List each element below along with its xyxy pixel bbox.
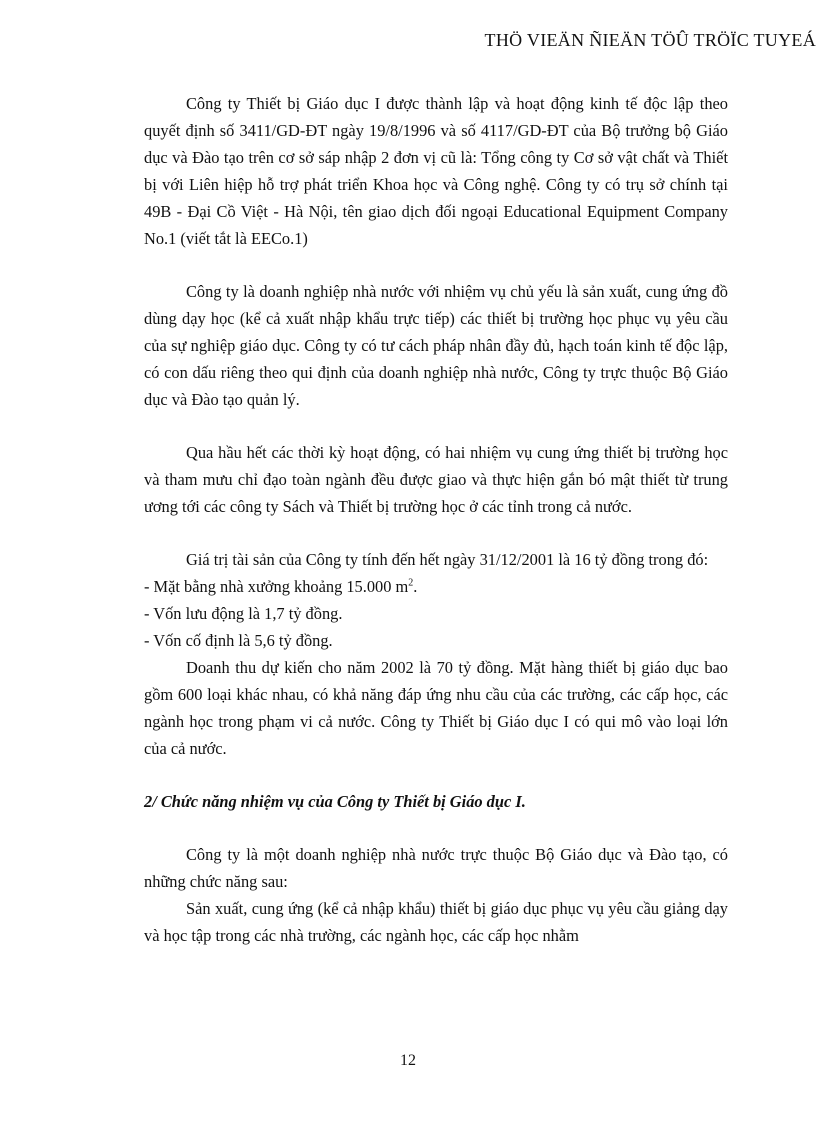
- paragraph-gap: [144, 762, 728, 788]
- section-heading: 2/ Chức năng nhiệm vụ của Công ty Thiết bị Giáo dục I.: [144, 792, 526, 811]
- paragraph-company-functions: Công ty là một doanh nghiệp nhà nước trực thuộc Bộ Giáo dục và Đào tạo, có những chức năng sau:: [144, 845, 728, 891]
- superscript-squared: 2: [408, 577, 414, 589]
- paragraph-production-supply: Sản xuất, cung ứng (kể cả nhập khẩu) thiết bị giáo dục phục vụ yêu cầu giảng dạy và học tập trong các nhà trường, các ngành học, các cấp học nhằm: [144, 899, 728, 945]
- paragraph-gap: [144, 252, 728, 278]
- paragraph-gap: [144, 520, 728, 546]
- paragraph-company-mission: Công ty là doanh nghiệp nhà nước với nhiệm vụ chủ yếu là sản xuất, cung ứng đồ dùng dạy học (kể cả xuất nhập khẩu trực tiếp) các thiết bị trường học phục vụ yêu cầu của sự nghiệp giáo dục. Công ty có tư cách pháp nhân đầy đủ, hạch toán kinh tế độc lập, có con dấu riêng theo qui định của doanh nghiệp nhà nước, Công ty trực thuộc Bộ Giáo dục và Đào tạo quản lý.: [144, 282, 728, 409]
- list-item-factory-area-end: .: [413, 577, 418, 596]
- paragraph-company-founding: Công ty Thiết bị Giáo dục I được thành lập và hoạt động kinh tế độc lập theo quyết định số 3411/GD-ĐT ngày 19/8/1996 và số 4117/GD-ĐT của Bộ trưởng bộ Giáo dục và Đào tạo trên cơ sở sáp nhập 2 đơn vị cũ là: Tổng công ty Cơ sở vật chất và Thiết bị với Liên hiệp hỗ trợ phát triển Khoa học và Công nghệ. Công ty có trụ sở chính tại 49B - Đại Cồ Việt - Hà Nội, tên giao dịch đối ngoại Educational Equipment Company No.1 (viết tắt là EECo.1): [144, 94, 728, 248]
- paragraph-company-history: Qua hầu hết các thời kỳ hoạt động, có hai nhiệm vụ cung ứng thiết bị trường học và tham mưu chỉ đạo toàn ngành đều được giao và thực hiện gắn bó mật thiết từ trung ương tới các công ty Sách và Thiết bị trường học ở các tỉnh trong cả nước.: [144, 443, 728, 516]
- list-item-factory-area: [144, 573, 728, 600]
- paragraph-gap: [144, 413, 728, 439]
- list-item-factory-area-text: - Mặt bằng nhà xưởng khoảng 15.000 m: [144, 577, 409, 596]
- paragraph-gap: [144, 815, 728, 841]
- list-item-fixed-capital: - Vốn cố định là 5,6 tỷ đồng.: [144, 631, 333, 650]
- list-item-working-capital: - Vốn lưu động là 1,7 tỷ đồng.: [144, 604, 343, 623]
- running-header: THÖ VIEÄN ÑIEÄN TÖÛ TRÖÏC TUYEÁ: [484, 30, 816, 50]
- page-number: 12: [400, 1052, 416, 1069]
- document-body: [144, 90, 728, 949]
- paragraph-asset-value: Giá trị tài sản của Công ty tính đến hết ngày 31/12/2001 là 16 tỷ đồng trong đó:: [186, 550, 709, 569]
- paragraph-revenue: Doanh thu dự kiến cho năm 2002 là 70 tỷ đồng. Mặt hàng thiết bị giáo dục bao gồm 600 loại khác nhau, có khả năng đáp ứng nhu cầu của các trường, các cấp học, các ngành học trong phạm vi cả nước. Công ty Thiết bị Giáo dục I có qui mô vào loại lớn của cả nước.: [144, 658, 728, 758]
